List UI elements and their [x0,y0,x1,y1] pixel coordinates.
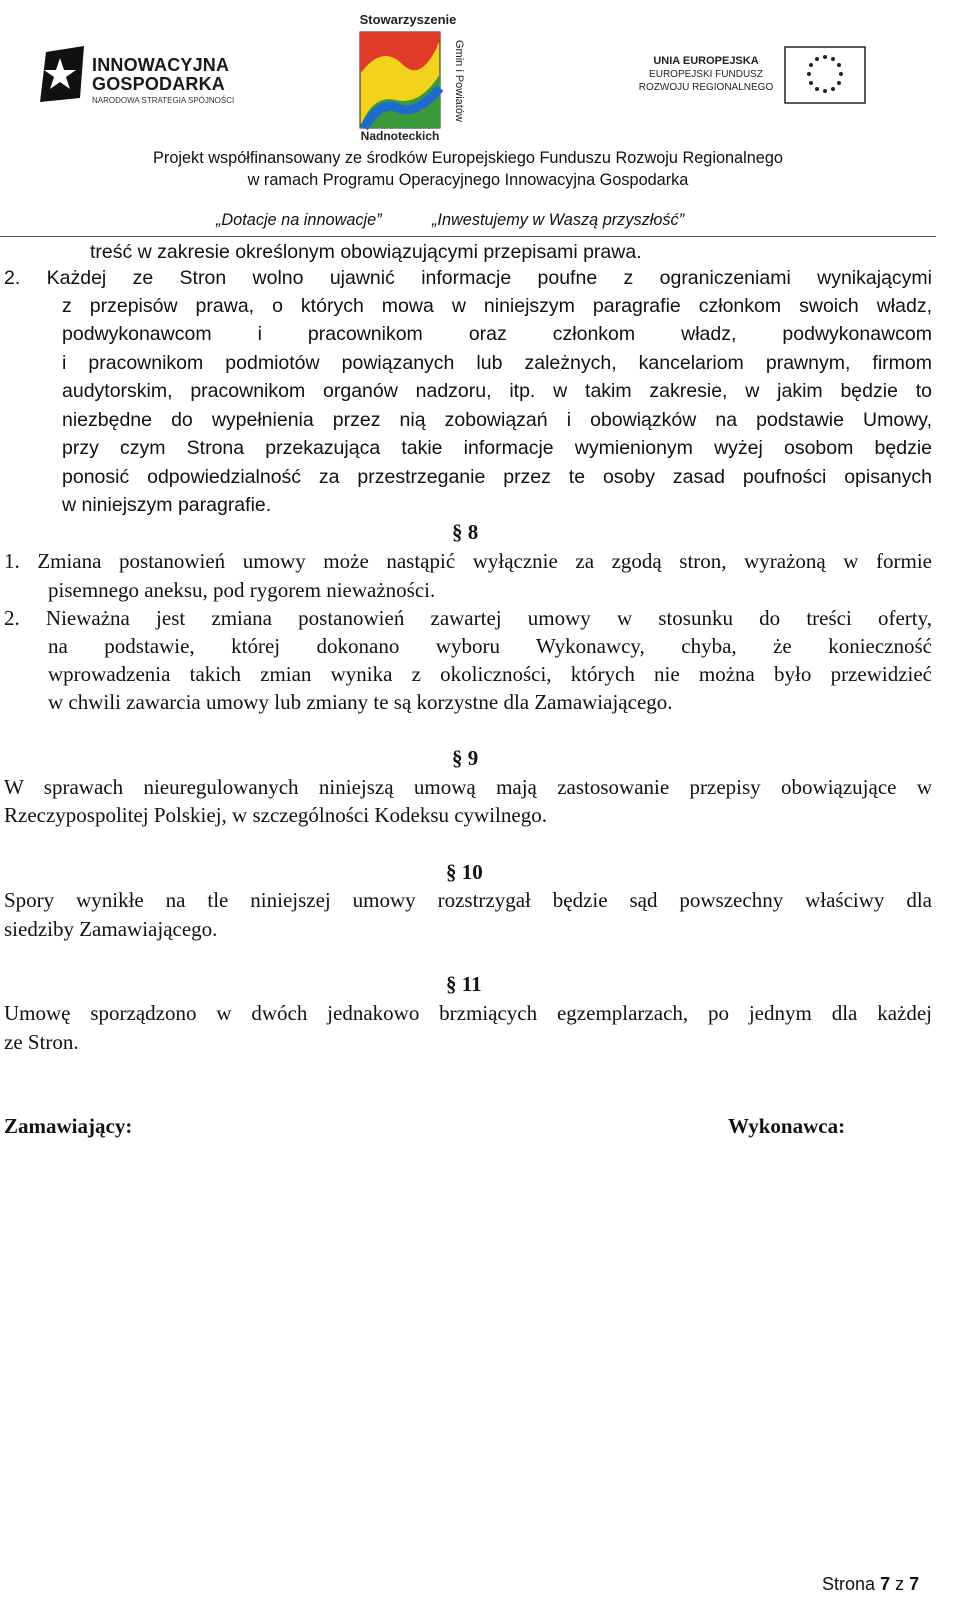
project-line-2: w ramach Programu Operacyjnego Innowacyjna Gospodarka [247,171,689,189]
stowarzyszenie-emblem-icon [352,4,484,144]
eu-line3: ROZWOJU REGIONALNEGO [638,82,774,93]
innowacyjna-gospodarka-logo [32,40,242,110]
project-line-1: Projekt współfinansowany ze środków Europejskiego Funduszu Rozwoju Regionalnego [153,149,783,167]
p7-2-line: i pracownikom podmiotów powiązanych lub zależnych, kancelariom prawnym, firmom [62,352,932,374]
logo-ig-name: INNOWACYJNA GOSPODARKA [92,55,230,94]
s11-line: ze Stron. [4,1030,79,1054]
section-8-title: § 8 [452,520,479,544]
page-of: z [895,1574,905,1594]
svg-text:Gmin i Powiatów: Gmin i Powiatów [453,40,465,122]
s8-p2-line: wprowadzenia takich zmian wynika z okoliczności, których nie można było przewidzieć [48,662,932,686]
para7-end: treść w zakresie określonym obowiązującymi przepisami prawa. [90,241,642,263]
s11-line: Umowę sporządzono w dwóch jednakowo brzmiących egzemplarzach, po jednym dla każdej [4,1001,932,1025]
signature-wykonawca: Wykonawca: [728,1114,846,1138]
section-10-title: § 10 [446,860,483,884]
s8-p2-line: 2. Nieważna jest zmiana postanowień zawartej umowy w stosunku do treści oferty, [4,606,932,630]
eu-logo [632,46,872,106]
s9-line: W sprawach nieuregulowanych niniejszą umową mają zastosowanie przepisy obowiązujące w [4,775,932,799]
svg-text:Stowarzyszenie: Stowarzyszenie [359,12,457,27]
s8-p2-line: na podstawie, której dokonano wyboru Wykonawcy, chyba, że konieczność [48,634,932,658]
slogan-2: „Inwestujemy w Waszą przyszłość” [432,211,685,229]
p7-2-line: audytorskim, pracownikom organów nadzoru, itp. w takim zakresie, w jakim będzie to [62,380,932,402]
p7-2-line: niezbędne do wypełnienia przez nią zobowiązań i obowiązków na podstawie Umowy, [62,409,932,431]
p7-2-line: z przepisów prawa, o których mowa w niniejszym paragrafie członkom swoich władz, [62,295,932,317]
section-11-title: § 11 [446,972,482,996]
page-prefix: Strona [822,1574,876,1594]
p7-2-line: podwykonawcom i pracownikom oraz członkom władz, podwykonawcom [62,323,932,345]
page-header [0,0,960,242]
p7-2-line: przy czym Strona przekazująca takie informacje wymienionym wyżej osobom będzie [62,437,932,459]
header-divider [0,236,936,237]
p7-2-line: w niniejszym paragrafie. [62,494,272,516]
section-9-title: § 9 [452,746,479,770]
stowarzyszenie-logo [352,4,484,144]
s8-p2-line: w chwili zawarcia umowy lub zmiany te są korzystne dla Zamawiającego. [48,690,673,714]
star-flag-icon [36,44,88,106]
p7-2-line: ponosić odpowiedzialność za przestrzeganie przez te osoby zasad poufności opisanych [62,466,932,488]
eu-logo-text [632,54,780,94]
s9-line: Rzeczypospolitej Polskiej, w szczególności Kodeksu cywilnego. [4,803,547,827]
slogan-1: „Dotacje na innowacje” [216,211,382,229]
page-number [822,1574,919,1595]
signature-zamawiajacy: Zamawiający: [4,1114,133,1138]
page-current: 7 [880,1574,891,1594]
p7-2-line: 2. Każdej ze Stron wolno ujawnić informacje poufne z ograniczeniami wynikającymi [4,267,932,289]
s10-line: Spory wynikłe na tle niniejszej umowy rozstrzygał będzie sąd powszechny właściwy dla [4,888,932,912]
svg-text:Nadnoteckich: Nadnoteckich [360,129,440,143]
eu-flag-icon [784,46,866,104]
eu-line2: EUROPEJSKI FUNDUSZ [649,69,763,80]
s8-p1-line: 1. Zmiana postanowień umowy może nastąpić wyłącznie za zgodą stron, wyrażoną w formie [4,549,932,573]
eu-line1: UNIA EUROPEJSKA [653,55,759,67]
page-total: 7 [909,1574,920,1594]
s8-p1-line: pisemnego aneksu, pod rygorem nieważności. [48,578,436,602]
s10-line: siedziby Zamawiającego. [4,917,218,941]
logo-ig-subtitle: NARODOWA STRATEGIA SPÓJNOŚCI [92,96,235,105]
